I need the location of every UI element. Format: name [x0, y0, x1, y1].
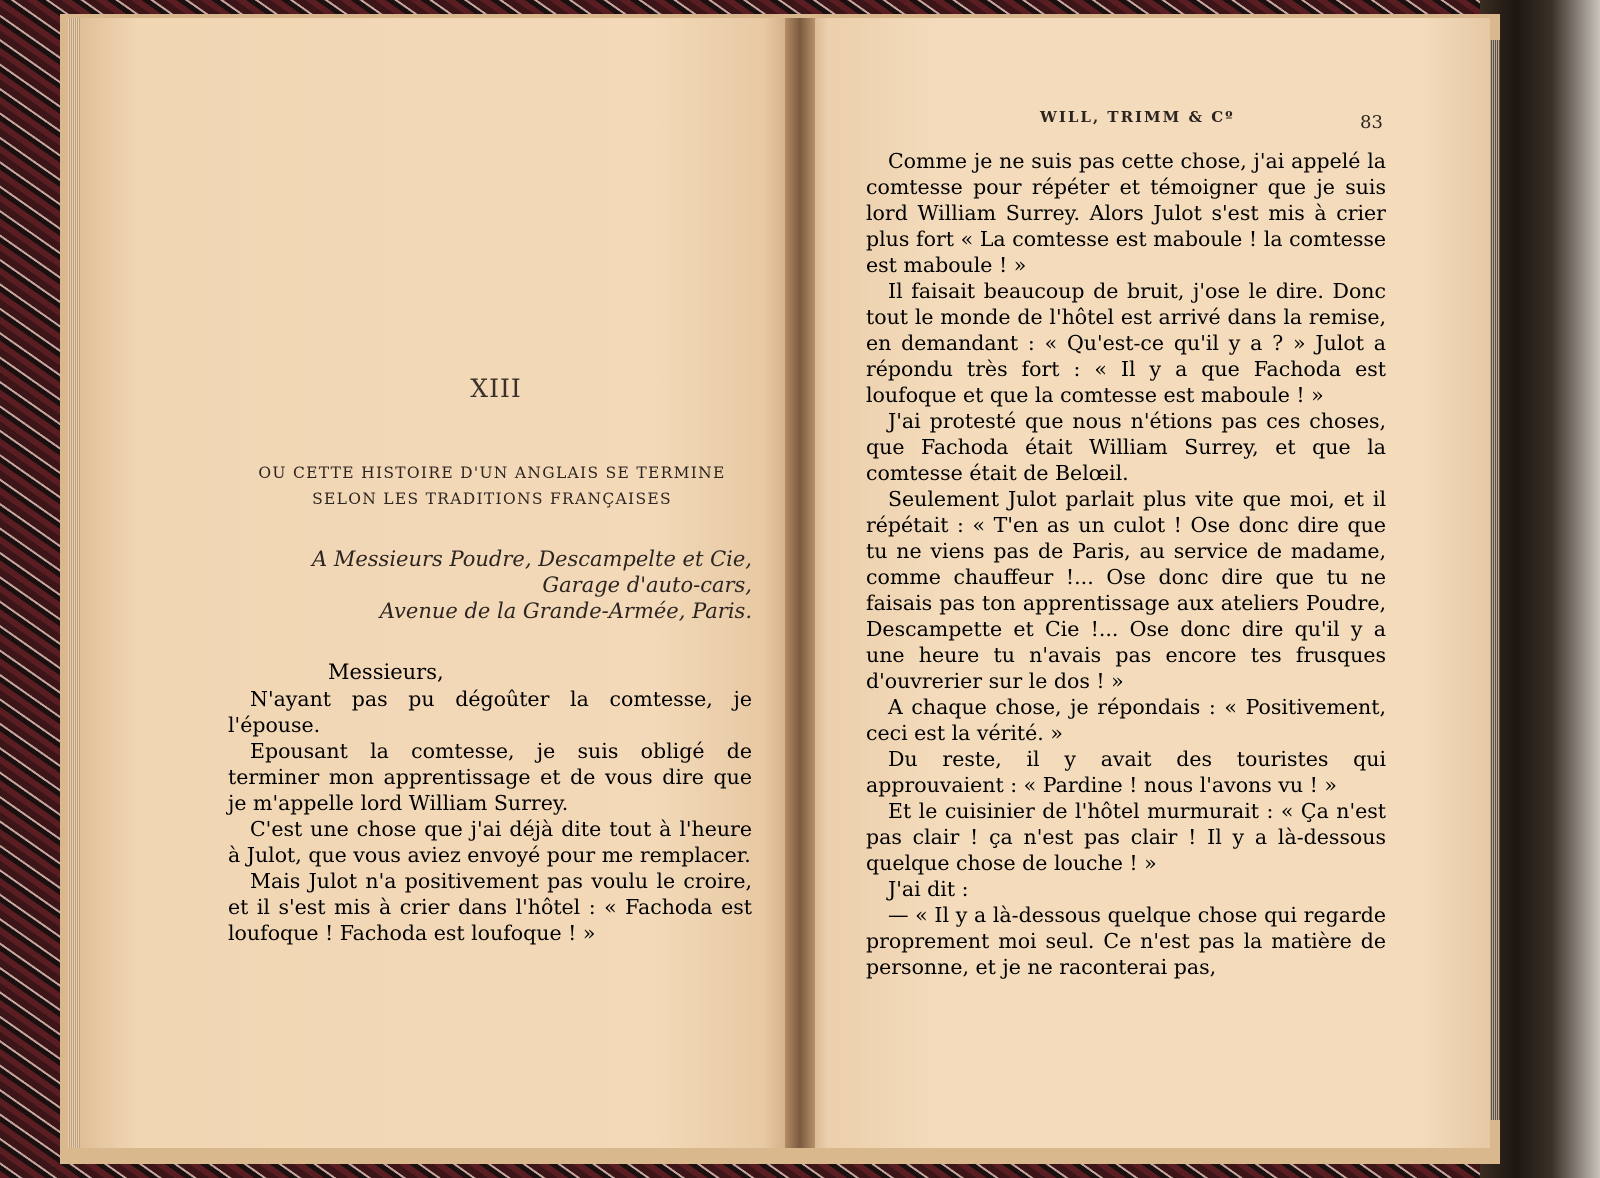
paragraph: Du reste, il y avait des touristes qui approuvaient : « Pardine ! nous l'avons vu ! »	[866, 747, 1386, 797]
paragraph: N'ayant pas pu dégoûter la comtesse, je l'épouse.	[228, 687, 752, 737]
right-page-body	[866, 148, 1386, 980]
paragraph: J'ai protesté que nous n'étions pas ces choses, que Fachoda était William Surrey, et que la comtesse était de Belœil.	[866, 409, 1386, 485]
paragraph: J'ai dit :	[888, 877, 969, 901]
address-line-1: A Messieurs Poudre, Descampelte et Cie,	[312, 547, 752, 571]
running-head: WILL, TRIMM & Cº	[1040, 108, 1235, 126]
left-page-body	[228, 680, 752, 946]
paragraph: Comme je ne suis pas cette chose, j'ai appelé la comtesse pour répéter et témoigner que je suis lord William Surrey. Alors Julot s'est mis à crier plus fort « La comtesse est maboule ! la comtesse est maboule ! »	[866, 149, 1386, 277]
letter-address	[240, 546, 752, 624]
paragraph: Seulement Julot parlait plus vite que moi, et il répétait : « T'en as un culot ! Ose donc dire que tu ne viens pas de Paris, au service de madame, comme chauffeur !... Ose donc dire que tu ne faisais pas ton apprentissage aux ateliers Poudre, Descampette et Cie !... Ose donc dire qu'il y a une heure tu n'avais pas encore tes frusques d'ouvrerier sur le dos ! »	[866, 487, 1386, 693]
paragraph: Epousant la comtesse, je suis obligé de terminer mon apprentissage et de vous dire que je m'appelle lord William Surrey.	[228, 739, 752, 815]
chapter-number: XIII	[470, 374, 522, 403]
letter-salutation: Messieurs,	[328, 660, 444, 684]
page-number: 83	[1360, 112, 1383, 133]
paragraph: Et le cuisinier de l'hôtel murmurait : « Ça n'est pas clair ! ça n'est pas clair ! Il y a là-dessous quelque chose de louche ! »	[866, 799, 1386, 875]
paragraph: Mais Julot n'a positivement pas voulu le croire, et il s'est mis à crier dans l'hôtel : « Fachoda est loufoque ! Fachoda est loufoque ! »	[228, 869, 752, 945]
paragraph: A chaque chose, je répondais : « Positivement, ceci est la vérité. »	[866, 695, 1386, 745]
paragraph: — « Il y a là-dessous quelque chose qui regarde proprement moi seul. Ce n'est pas la matière de personne, et je ne raconterai pas,	[866, 903, 1386, 979]
paragraph: C'est une chose que j'ai déjà dite tout à l'heure à Julot, que vous aviez envoyé pour me remplacer.	[228, 817, 752, 867]
chapter-title: OU CETTE HISTOIRE D'UN ANGLAIS SE TERMINE SELON LES TRADITIONS FRANÇAISES	[258, 464, 726, 508]
paragraph: Il faisait beaucoup de bruit, j'ose le dire. Donc tout le monde de l'hôtel est arrivé dans la remise, en demandant : « Qu'est-ce qu'il y a ? » Julot a répondu très fort : « Il y a que Fachoda est loufoque et que la comtesse est maboule ! »	[866, 279, 1386, 407]
address-line-3: Avenue de la Grande-Armée, Paris.	[379, 599, 752, 623]
address-line-2: Garage d'auto-cars,	[542, 573, 752, 597]
book-gutter	[785, 18, 815, 1148]
